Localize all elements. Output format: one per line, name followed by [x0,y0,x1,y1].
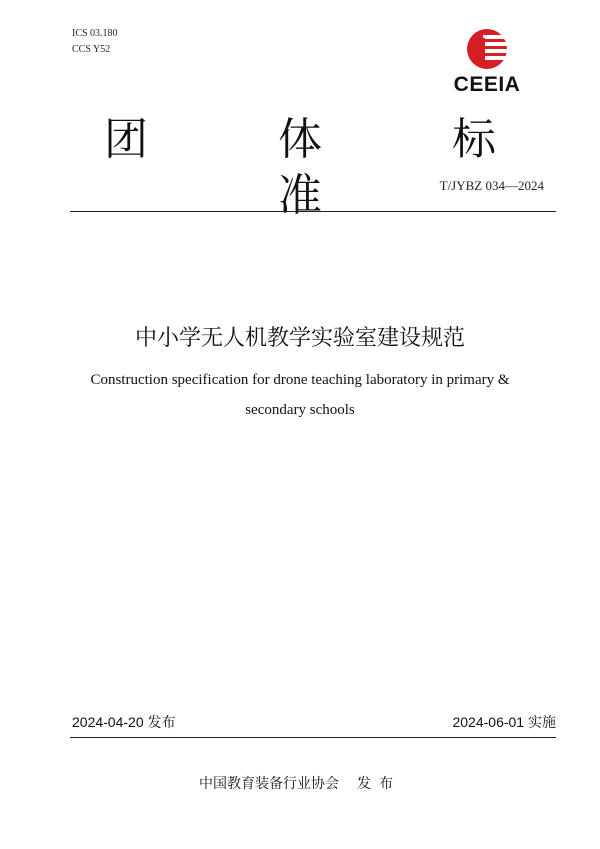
implement-date: 2024-06-01 实施 [452,714,556,730]
classification-codes [72,26,118,58]
top-divider [70,211,556,212]
ics-code: ICS 03.180 [72,28,118,39]
ceeia-logo-icon [445,24,529,74]
ceeia-logo [445,24,529,96]
logo-text: CEEIA [453,73,521,96]
bottom-divider [70,737,556,738]
ccs-code: CCS Y52 [72,44,111,55]
publisher-line [0,773,600,793]
publisher-name: 中国教育装备行业协会 [199,776,339,792]
standard-number: T/JYBZ 034—2024 [439,178,544,193]
page-title: 团 体 标 准 [104,114,554,221]
publisher-issue-label: 发布 [357,776,401,792]
document-title-cn: 中小学无人机教学实验室建设规范 [134,326,465,351]
publish-date: 2024-04-20 发布 [72,714,176,730]
document-title-en: Construction specification for drone teaching laboratory in primary & secondary schools [90,372,510,418]
